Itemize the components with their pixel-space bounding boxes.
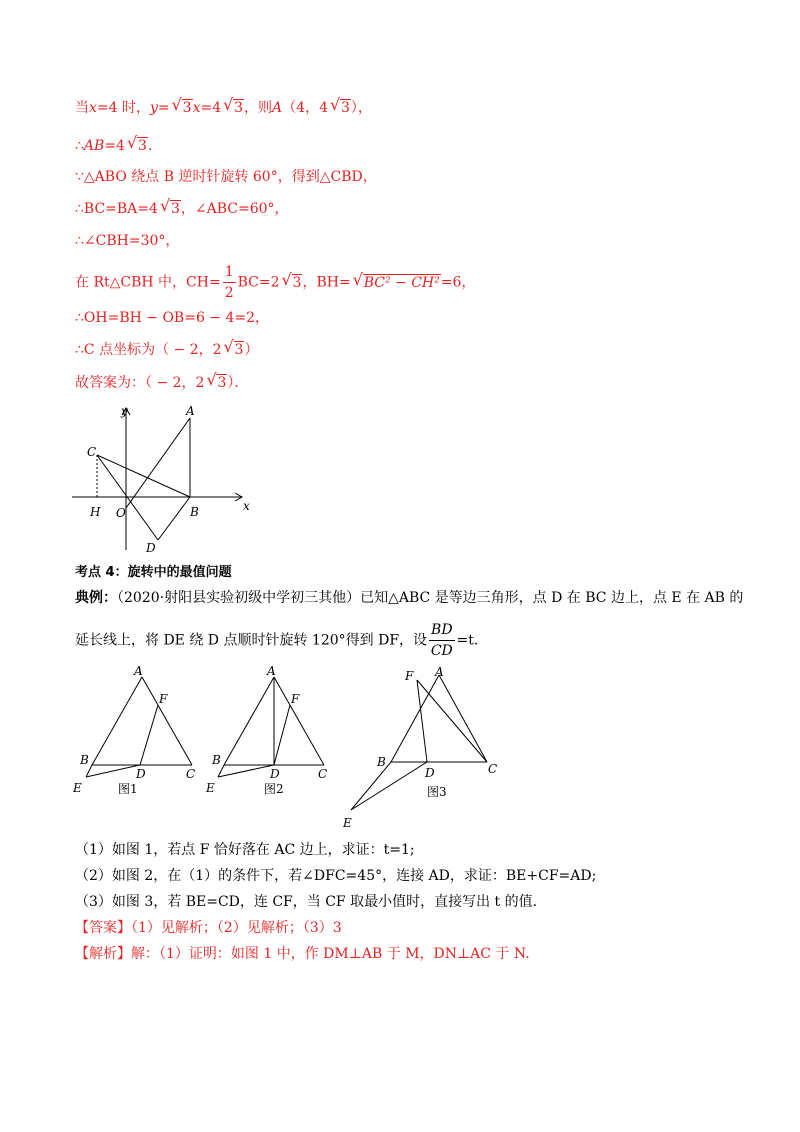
- text: =6，: [440, 274, 476, 291]
- text: =4: [104, 138, 125, 154]
- segment-DB: [158, 497, 190, 540]
- label-B: B: [190, 505, 199, 519]
- sqrt-content: BC² − CH²: [363, 274, 440, 291]
- label-C: C: [186, 767, 196, 781]
- segment-DF: [140, 705, 158, 765]
- sqrt: [223, 98, 244, 118]
- example-label: 典例：: [75, 590, 117, 606]
- sqrt: [330, 98, 351, 118]
- text: ，则: [244, 100, 273, 116]
- text: BC=2: [237, 274, 280, 291]
- sqrt: [353, 273, 441, 293]
- extension-BE: [351, 762, 391, 810]
- caption-fig1: 图1: [118, 782, 138, 796]
- solution-line-2: [75, 136, 162, 156]
- label-O: O: [116, 506, 126, 520]
- label-F: F: [291, 692, 300, 706]
- text: 当: [75, 100, 89, 116]
- sqrt: [224, 340, 245, 360]
- sqrt-content: 3: [170, 201, 180, 217]
- segment-FC: [417, 680, 487, 762]
- side-AC: [439, 675, 487, 762]
- text: ）．: [227, 375, 249, 391]
- therefore-symbol: ∴: [75, 138, 84, 154]
- sqrt: [160, 199, 181, 219]
- sqrt-content: 3: [234, 342, 244, 358]
- text: ，∠ABC=60°，: [180, 201, 289, 217]
- label-A: A: [435, 665, 444, 679]
- text: =4: [200, 100, 222, 116]
- figure-3: [335, 660, 510, 835]
- var-y: y: [150, 100, 158, 116]
- side-AC: [274, 677, 324, 765]
- label-C: C: [488, 762, 498, 776]
- sqrt: [282, 273, 303, 293]
- solution-line-6: [75, 262, 475, 303]
- solution-line-9: [75, 373, 248, 393]
- label-F: F: [405, 669, 414, 683]
- text: 故答案为：（ − 2，2: [75, 375, 205, 391]
- label-E: E: [343, 816, 352, 830]
- solution-line-3: ∵△ABO 绕点 B 逆时针旋转 60°，得到△CBD，: [75, 169, 377, 185]
- text: ），: [350, 100, 372, 116]
- text: ）: [244, 342, 259, 358]
- caption-fig3: 图3: [427, 785, 447, 799]
- segment-DF: [274, 705, 290, 765]
- sqrt-content: 3: [341, 100, 350, 116]
- segment-ED: [351, 762, 427, 810]
- text: ∴BC=BA=4: [75, 201, 158, 217]
- segment-DF: [417, 680, 427, 762]
- side-AB: [224, 677, 274, 765]
- label-C: C: [318, 767, 328, 781]
- var-x: x: [89, 100, 97, 116]
- figure-2: [200, 665, 340, 805]
- analysis-line: [75, 944, 530, 964]
- sqrt-content: 3: [182, 100, 192, 116]
- label-A: A: [267, 665, 276, 678]
- text: =: [157, 100, 170, 116]
- sqrt: [127, 136, 148, 156]
- var-AB: AB: [83, 138, 105, 154]
- segment-CB: [97, 455, 190, 497]
- solution-line-7: ∴OH=BH − OB=6 − 4=2，: [75, 310, 270, 326]
- label-E: E: [206, 781, 215, 795]
- solution-line-5: ∴∠CBH=30°，: [75, 233, 180, 249]
- sqrt-content: 3: [234, 100, 244, 116]
- numerator: 1: [223, 262, 236, 283]
- side-AB: [92, 677, 142, 765]
- segment-OA: [126, 418, 190, 508]
- label-E: E: [73, 781, 82, 795]
- label-H: H: [90, 505, 101, 519]
- answer-text: （1）见解析；（2）见解析；（3）3: [131, 920, 342, 936]
- example-line-2: [75, 620, 478, 661]
- label-A: A: [186, 404, 195, 418]
- answer-label: 【答案】: [75, 920, 131, 936]
- text: ，BH=: [302, 274, 351, 291]
- label-C: C: [87, 445, 97, 459]
- label-B: B: [212, 753, 221, 767]
- var-x: x: [192, 100, 201, 116]
- label-B: B: [377, 755, 386, 769]
- segment-ED: [86, 765, 140, 777]
- side-AC: [142, 677, 192, 765]
- caption-fig2: 图2: [264, 782, 284, 796]
- section-title: 考点 4：旋转中的最值问题: [75, 565, 232, 580]
- solution-line-4: [75, 199, 289, 219]
- label-D: D: [146, 541, 156, 555]
- question-1: （1）如图 1，若点 F 恰好落在 AC 边上，求证：t=1;: [75, 842, 415, 858]
- example-line-1: [75, 588, 743, 608]
- label-A: A: [134, 665, 143, 678]
- var-A: A: [272, 100, 283, 116]
- segment-ED: [218, 765, 274, 777]
- fraction: [223, 262, 236, 303]
- side-AB: [391, 675, 439, 762]
- example-text: 延长线上，将 DE 绕 D 点顺时针旋转 120°得到 DF，设: [75, 632, 428, 649]
- example-text: （2020·射阳县实验初级中学初三其他）已知△ABC 是等边三角形，点 D 在 BC 边上，点 E 在 AB 的: [117, 590, 744, 606]
- sqrt-content: 3: [217, 375, 227, 391]
- sqrt-content: 3: [292, 274, 302, 291]
- solution-line-1: [75, 98, 372, 118]
- answer-line: [75, 918, 342, 938]
- question-3: （3）如图 3，若 BE=CD，连 CF，当 CF 取最小值时，直接写出 t 的值.: [75, 894, 538, 910]
- text: （4，4: [282, 100, 328, 116]
- label-D: D: [425, 766, 435, 780]
- figure-1: [70, 665, 210, 805]
- denominator: 2: [224, 285, 234, 301]
- text: =4 时，: [96, 100, 150, 116]
- solution-line-8: [75, 340, 258, 360]
- example-text: =t.: [456, 632, 479, 649]
- text: ∴C 点坐标为（ − 2，2: [75, 342, 222, 358]
- label-B: B: [80, 753, 89, 767]
- label-y: y: [121, 404, 128, 418]
- analysis-text: 解：（1）证明：如图 1 中，作 DM⊥AB 于 M，DN⊥AC 于 N.: [131, 946, 530, 962]
- label-F: F: [159, 692, 168, 706]
- question-2: （2）如图 2，在（1）的条件下，若∠DFC=45°，连接 AD，求证：BE+CF=AD;: [75, 868, 597, 884]
- coordinate-figure: [72, 400, 262, 555]
- text: ．: [147, 138, 162, 154]
- label-x: x: [243, 499, 250, 513]
- analysis-label: 【解析】: [75, 946, 131, 962]
- denominator: CD: [430, 643, 453, 659]
- sqrt-content: 3: [137, 138, 147, 154]
- fraction-bd-cd: [429, 620, 455, 661]
- label-D: D: [270, 767, 280, 781]
- text: 在 Rt△CBH 中，CH=: [75, 274, 221, 291]
- sqrt: [206, 373, 227, 393]
- sqrt: [172, 98, 193, 118]
- numerator: BD: [429, 620, 455, 641]
- label-D: D: [136, 767, 146, 781]
